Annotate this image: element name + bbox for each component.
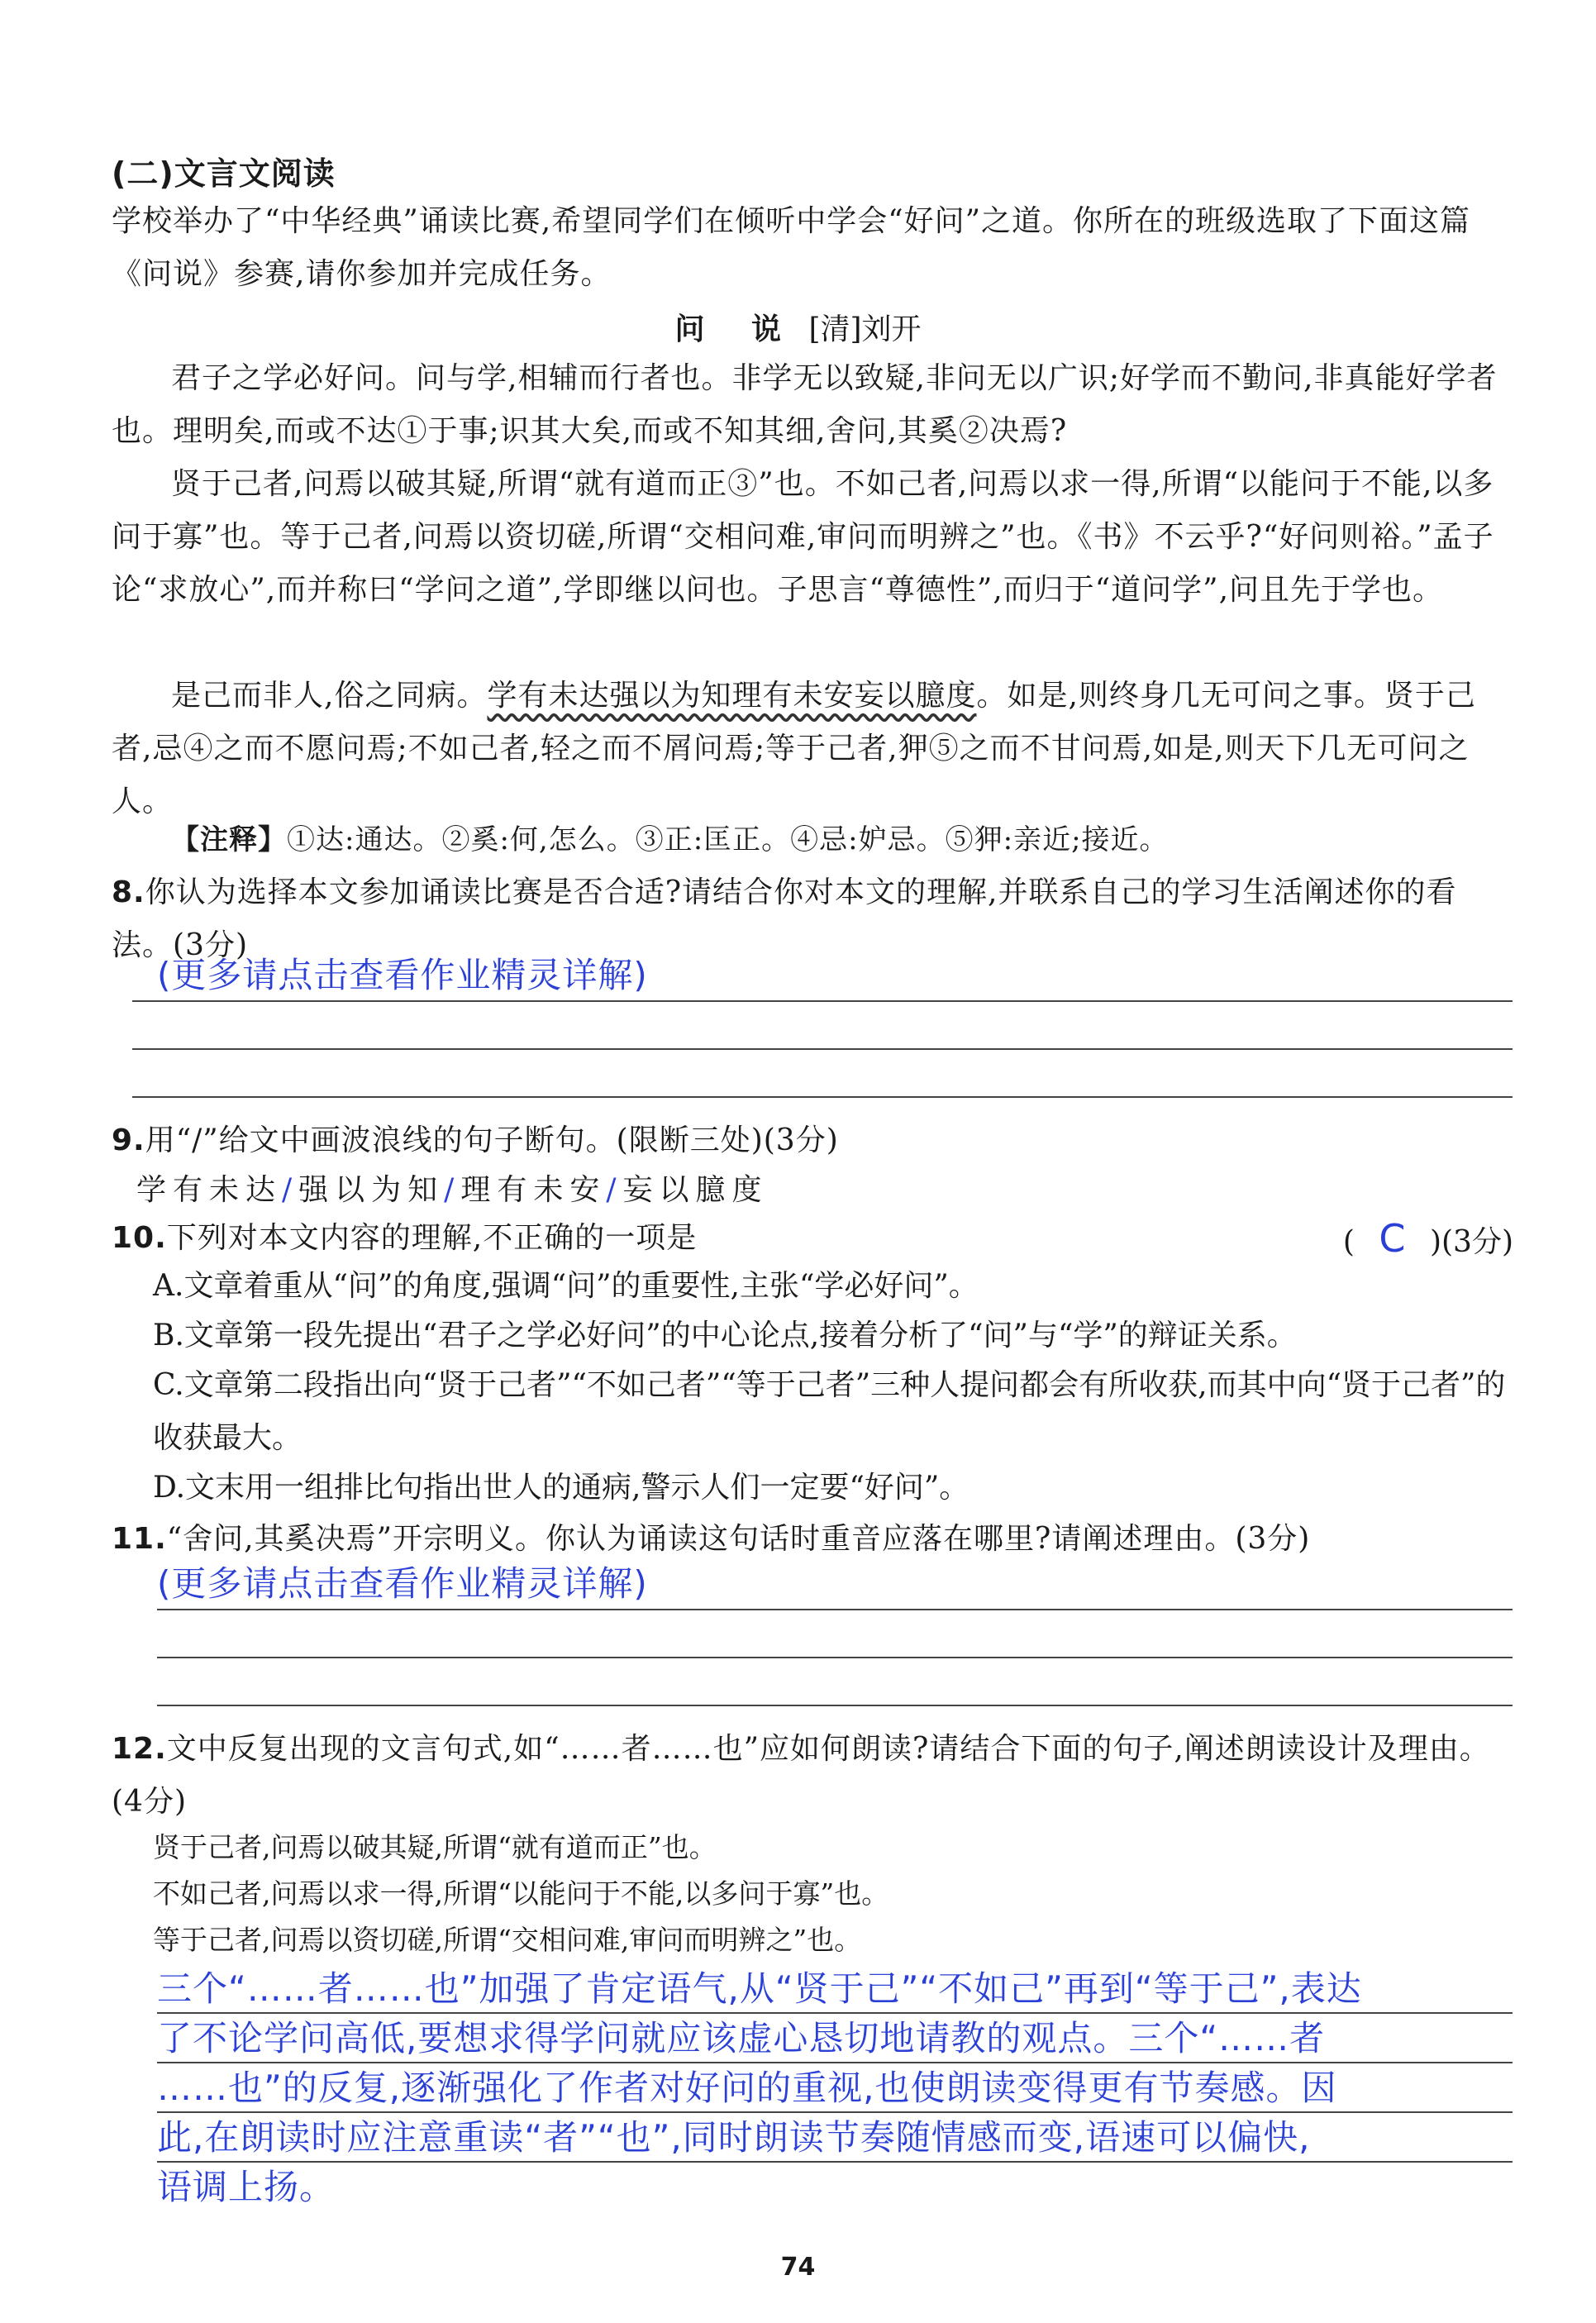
q10-answer: C: [1379, 1216, 1406, 1261]
answer-line: [132, 1000, 1513, 1002]
slash-mark: /: [282, 1173, 299, 1207]
q9-answer: [136, 1164, 1541, 1217]
notes-label: 【注释】: [171, 823, 287, 856]
q12-answer-line-2: 了不论学问高低,要想求得学问就应该虚心恳切地请教的观点。三个“……者: [157, 2018, 1326, 2058]
q9-text: 用“/”给文中画波浪线的句子断句。(限断三处)(3分): [145, 1123, 839, 1157]
q10-number: 10.: [112, 1221, 167, 1255]
q10-paren-open: (: [1342, 1225, 1355, 1259]
notes-text: ①达:通达。②奚:何,怎么。③正:匡正。④忌:妒忌。⑤狎:亲近;接近。: [287, 823, 1169, 856]
q12-number: 12.: [112, 1732, 167, 1766]
q12-answer-line-1: 三个“……者……也”加强了肯定语气,从“贤于己”“不如己”再到“等于己”,表达: [157, 1968, 1362, 2009]
answer-line: [157, 1705, 1513, 1706]
answer-line: [132, 1048, 1513, 1050]
q9-segment-2: 强以为知: [298, 1173, 445, 1207]
q8-answer-link[interactable]: (更多请点击查看作业精灵详解): [157, 955, 648, 995]
q9-segment-3: 理有未安: [460, 1173, 607, 1207]
notes: [112, 813, 1517, 866]
q12-sentence-3: 等于己者,问焉以资切磋,所谓“交相问难,审问而明辨之”也。: [153, 1924, 862, 1956]
question-11: [112, 1513, 1517, 1566]
q10-option-a: A.文章着重从“问”的角度,强调“问”的重要性,主张“学必好问”。: [153, 1269, 979, 1303]
answer-line: [157, 1657, 1513, 1658]
slash-mark: /: [444, 1173, 461, 1207]
passage-p3-rest: 。如是,则终身几无可问之事。贤于己者,忌④之而不愿问焉;不如己者,轻之而不屑问焉;等于己者,狎⑤之而不甘问焉,如是,则天下几无可问之人。: [112, 679, 1476, 818]
q10-option-d: D.文末用一组排比句指出世人的通病,警示人们一定要“好问”。: [153, 1471, 970, 1505]
intro-text: 学校举办了“中华经典”诵读比赛,希望同学们在倾听中学会“好问”之道。你所在的班级选取了下面这篇《问说》参赛,请你参加并完成任务。: [112, 204, 1471, 291]
q12-answer-line-5: 语调上扬。: [157, 2167, 336, 2207]
q8-text: 你认为选择本文参加诵读比赛是否合适?请结合你对本文的理解,并联系自己的学习生活阐述你的看法。(3分): [112, 875, 1457, 962]
passage-paragraph-3: [112, 670, 1517, 828]
answer-line: [157, 1609, 1513, 1610]
page-number: 74: [780, 2253, 816, 2282]
question-10: [112, 1212, 1517, 1265]
q9-segment-1: 学有未达: [136, 1173, 283, 1207]
passage-title-text: 问 说: [674, 312, 799, 346]
q9-segment-4: 妄以臆度: [622, 1173, 769, 1207]
q10-paren-close: )(3分): [1429, 1225, 1513, 1259]
section-title: (二)文言文阅读: [112, 155, 336, 192]
answer-line: [132, 1096, 1513, 1098]
passage-p3-start: 是己而非人,俗之同病。: [171, 679, 488, 713]
passage-paragraph-2: 贤于己者,问焉以破其疑,所谓“就有道而正③”也。不如己者,问焉以求一得,所谓“以能问于不能,以多问于寡”也。等于己者,问焉以资切磋,所谓“交相问难,审问而明辨之”也。《书》不云乎?“好问则裕。”孟子论“求放心”,而并称曰“学问之道”,学即继以问也。子思言“尊德性”,而归于“道问学”,问且先于学也。: [112, 467, 1494, 607]
wavy-underlined-sentence: 学有未达强以为知理有未安妄以臆度: [487, 679, 977, 713]
q12-sentence-1: 贤于己者,问焉以破其疑,所谓“就有道而正”也。: [153, 1831, 717, 1863]
slash-mark: /: [606, 1173, 623, 1207]
q11-text: “舍问,其奚决焉”开宗明义。你认为诵读这句话时重音应落在哪里?请阐述理由。(3分): [166, 1522, 1311, 1556]
q12-text: 文中反复出现的文言句式,如“……者……也”应如何朗读?请结合下面的句子,阐述朗读设计及理由。(4分): [112, 1732, 1490, 1819]
q8-number: 8.: [112, 875, 145, 909]
q12-answer-line-4: 此,在朗读时应注意重读“者”“也”,同时朗读节奏随情感而变,语速可以偏快,: [157, 2117, 1311, 2158]
q12-answer-line-3: ……也”的反复,逐渐强化了作者对好问的重视,也使朗读变得更有节奏感。因: [157, 2068, 1337, 2108]
passage-author: [清]刘开: [808, 312, 922, 346]
q10-option-c: C.文章第二段指出向“贤于己者”“不如己者”“等于己者”三种人提问都会有所收获,而其中向“贤于己者”的收获最大。: [153, 1368, 1506, 1455]
passage-title: [0, 306, 1596, 348]
q11-number: 11.: [112, 1522, 167, 1556]
q12-sentence-2: 不如己者,问焉以求一得,所谓“以能问于不能,以多问于寡”也。: [153, 1877, 889, 1910]
q10-option-b: B.文章第一段先提出“君子之学必好问”的中心论点,接着分析了“问”与“学”的辩证关系。: [153, 1319, 1297, 1352]
q11-answer-link[interactable]: (更多请点击查看作业精灵详解): [157, 1563, 648, 1604]
question-12: [112, 1723, 1517, 1829]
q10-text: 下列对本文内容的理解,不正确的一项是: [166, 1221, 698, 1255]
question-9: [112, 1114, 1517, 1167]
q9-number: 9.: [112, 1123, 145, 1157]
passage-paragraph-1: 君子之学必好问。问与学,相辅而行者也。非学无以致疑,非问无以广识;好学而不勤问,非真能好学者也。理明矣,而或不达①于事;识其大矣,而或不知其细,舍问,其奚②决焉?: [112, 361, 1498, 448]
